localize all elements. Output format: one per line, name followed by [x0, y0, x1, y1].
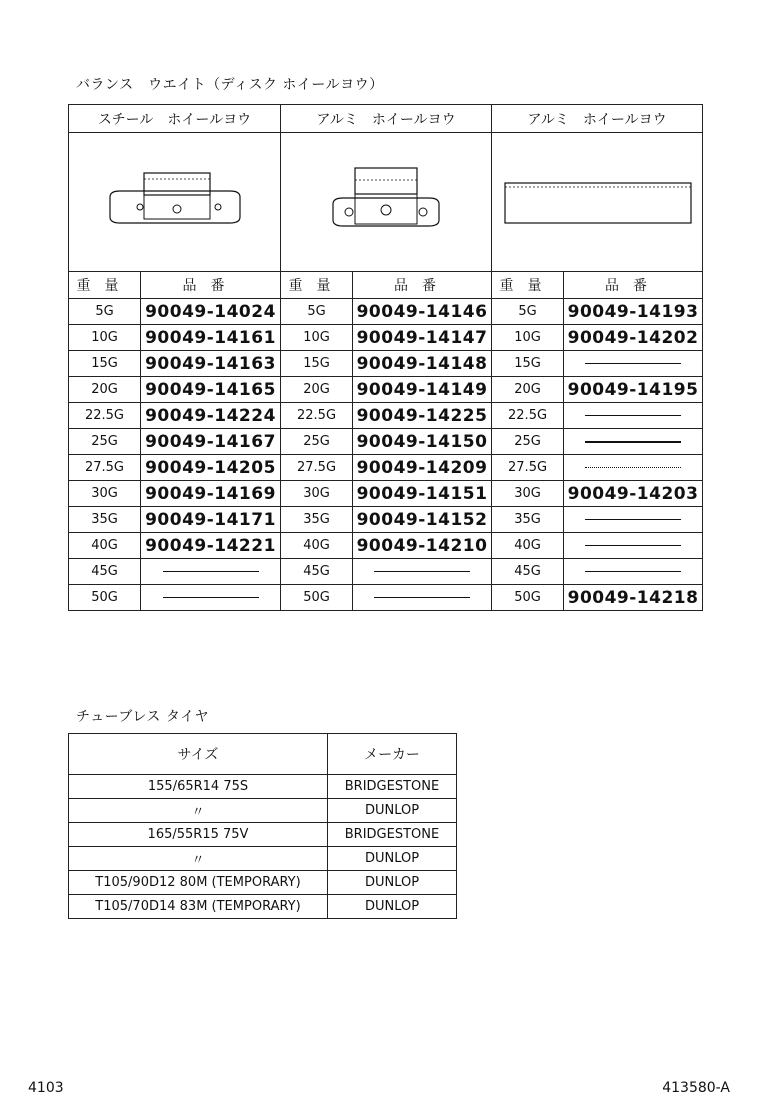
group-header-steel: スチール ホイールヨウ [69, 105, 281, 133]
weight-cell: 40G [492, 533, 564, 559]
tire-title: チューブレス タイヤ [76, 709, 210, 725]
no-part-cell [564, 351, 703, 377]
tire-size-cell: 155/65R14 75S [69, 775, 328, 799]
table-row [69, 533, 703, 559]
tire-maker-cell: DUNLOP [328, 847, 457, 871]
part-number-cell: 90049-14151 [353, 481, 492, 507]
col-part-1: 品番 [141, 272, 281, 299]
steel-weight-illustration [69, 133, 281, 272]
col-weight-2: 重量 [281, 272, 353, 299]
table-row [69, 871, 457, 895]
part-number-cell: 90049-14195 [564, 377, 703, 403]
table-row [69, 429, 703, 455]
table-row [69, 507, 703, 533]
no-part-cell [353, 559, 492, 585]
no-part-cell [564, 559, 703, 585]
weight-cell: 10G [69, 325, 141, 351]
no-part-dash [585, 363, 681, 364]
balance-weight-table [68, 104, 703, 611]
col-weight-1: 重量 [69, 272, 141, 299]
weight-cell: 15G [492, 351, 564, 377]
part-number-cell: 90049-14209 [353, 455, 492, 481]
no-part-dash [585, 467, 681, 468]
no-part-dash [585, 519, 681, 520]
no-part-dash [585, 441, 681, 443]
weight-cell: 40G [69, 533, 141, 559]
part-number-cell: 90049-14221 [141, 533, 281, 559]
weight-cell: 10G [492, 325, 564, 351]
table-row [69, 377, 703, 403]
table-row [69, 799, 457, 823]
weight-cell: 20G [492, 377, 564, 403]
col-part-2: 品番 [353, 272, 492, 299]
table-row [69, 325, 703, 351]
weight-cell: 20G [69, 377, 141, 403]
part-number-cell: 90049-14149 [353, 377, 492, 403]
no-part-dash [585, 415, 681, 416]
steel-weight-icon [100, 167, 250, 237]
tire-size-cell: T105/70D14 83M (TEMPORARY) [69, 895, 328, 919]
tire-size-cell: 〃 [69, 847, 328, 871]
table-row [69, 403, 703, 429]
tire-maker-cell: DUNLOP [328, 871, 457, 895]
weight-cell: 5G [281, 299, 353, 325]
table-row [69, 823, 457, 847]
weight-cell: 50G [69, 585, 141, 611]
weight-cell: 45G [281, 559, 353, 585]
alumi-weight-illustration [281, 133, 492, 272]
no-part-dash [374, 597, 470, 598]
alumi-strip-weight-illustration [492, 133, 703, 272]
no-part-cell [564, 507, 703, 533]
tire-maker-cell: BRIDGESTONE [328, 775, 457, 799]
table-row [69, 481, 703, 507]
part-number-cell: 90049-14024 [141, 299, 281, 325]
weight-cell: 25G [492, 429, 564, 455]
part-number-cell: 90049-14165 [141, 377, 281, 403]
table-row [69, 299, 703, 325]
part-number-cell: 90049-14169 [141, 481, 281, 507]
weight-cell: 25G [281, 429, 353, 455]
group-header-alumi-2: アルミ ホイールヨウ [492, 105, 703, 133]
weight-cell: 27.5G [69, 455, 141, 481]
weight-cell: 35G [69, 507, 141, 533]
table-row [69, 847, 457, 871]
part-number-cell: 90049-14193 [564, 299, 703, 325]
no-part-dash [163, 597, 259, 598]
part-number-cell: 90049-14163 [141, 351, 281, 377]
no-part-cell [564, 429, 703, 455]
part-number-cell: 90049-14167 [141, 429, 281, 455]
weight-cell: 25G [69, 429, 141, 455]
part-number-cell: 90049-14171 [141, 507, 281, 533]
alumi-weight-icon [321, 162, 451, 242]
col-size: サイズ [69, 734, 328, 775]
part-number-cell: 90049-14205 [141, 455, 281, 481]
tire-table [68, 733, 457, 919]
weight-cell: 35G [492, 507, 564, 533]
part-number-cell: 90049-14147 [353, 325, 492, 351]
weight-cell: 50G [281, 585, 353, 611]
col-maker: メーカー [328, 734, 457, 775]
no-part-cell [141, 585, 281, 611]
part-number-cell: 90049-14150 [353, 429, 492, 455]
no-part-cell [564, 403, 703, 429]
tire-size-cell: 165/55R15 75V [69, 823, 328, 847]
tire-maker-cell: DUNLOP [328, 799, 457, 823]
no-part-cell [141, 559, 281, 585]
weight-cell: 15G [281, 351, 353, 377]
part-number-cell: 90049-14152 [353, 507, 492, 533]
weight-cell: 15G [69, 351, 141, 377]
table-row [69, 351, 703, 377]
no-part-dash [585, 571, 681, 572]
no-part-dash [374, 571, 470, 572]
table-row [69, 455, 703, 481]
page-number: 4103 [28, 1080, 64, 1096]
table-row [69, 585, 703, 611]
col-part-3: 品番 [564, 272, 703, 299]
weight-cell: 50G [492, 585, 564, 611]
no-part-cell [564, 533, 703, 559]
table-row [69, 775, 457, 799]
weight-cell: 30G [492, 481, 564, 507]
weight-cell: 20G [281, 377, 353, 403]
weight-cell: 40G [281, 533, 353, 559]
weight-cell: 10G [281, 325, 353, 351]
part-number-cell: 90049-14148 [353, 351, 492, 377]
part-number-cell: 90049-14146 [353, 299, 492, 325]
part-number-cell: 90049-14218 [564, 585, 703, 611]
no-part-cell [353, 585, 492, 611]
weight-cell: 22.5G [492, 403, 564, 429]
tire-size-cell: 〃 [69, 799, 328, 823]
col-weight-3: 重量 [492, 272, 564, 299]
table-row [69, 895, 457, 919]
weight-cell: 45G [69, 559, 141, 585]
part-number-cell: 90049-14203 [564, 481, 703, 507]
weight-cell: 27.5G [281, 455, 353, 481]
part-number-cell: 90049-14202 [564, 325, 703, 351]
weight-cell: 22.5G [281, 403, 353, 429]
part-number-cell: 90049-14225 [353, 403, 492, 429]
weight-cell: 30G [281, 481, 353, 507]
table-row [69, 559, 703, 585]
tire-size-cell: T105/90D12 80M (TEMPORARY) [69, 871, 328, 895]
group-header-alumi-1: アルミ ホイールヨウ [281, 105, 492, 133]
weight-cell: 22.5G [69, 403, 141, 429]
tire-maker-cell: DUNLOP [328, 895, 457, 919]
balance-weight-title: バランス ウエイト（ディスク ホイールヨウ） [76, 77, 384, 93]
weight-cell: 35G [281, 507, 353, 533]
tire-maker-cell: BRIDGESTONE [328, 823, 457, 847]
weight-cell: 5G [69, 299, 141, 325]
no-part-cell [564, 455, 703, 481]
illustration-code: 413580-A [662, 1080, 730, 1096]
alumi-strip-weight-icon [499, 177, 695, 227]
part-number-cell: 90049-14210 [353, 533, 492, 559]
no-part-dash [163, 571, 259, 572]
no-part-dash [585, 545, 681, 546]
part-number-cell: 90049-14161 [141, 325, 281, 351]
weight-cell: 45G [492, 559, 564, 585]
part-number-cell: 90049-14224 [141, 403, 281, 429]
weight-cell: 5G [492, 299, 564, 325]
weight-cell: 30G [69, 481, 141, 507]
weight-cell: 27.5G [492, 455, 564, 481]
